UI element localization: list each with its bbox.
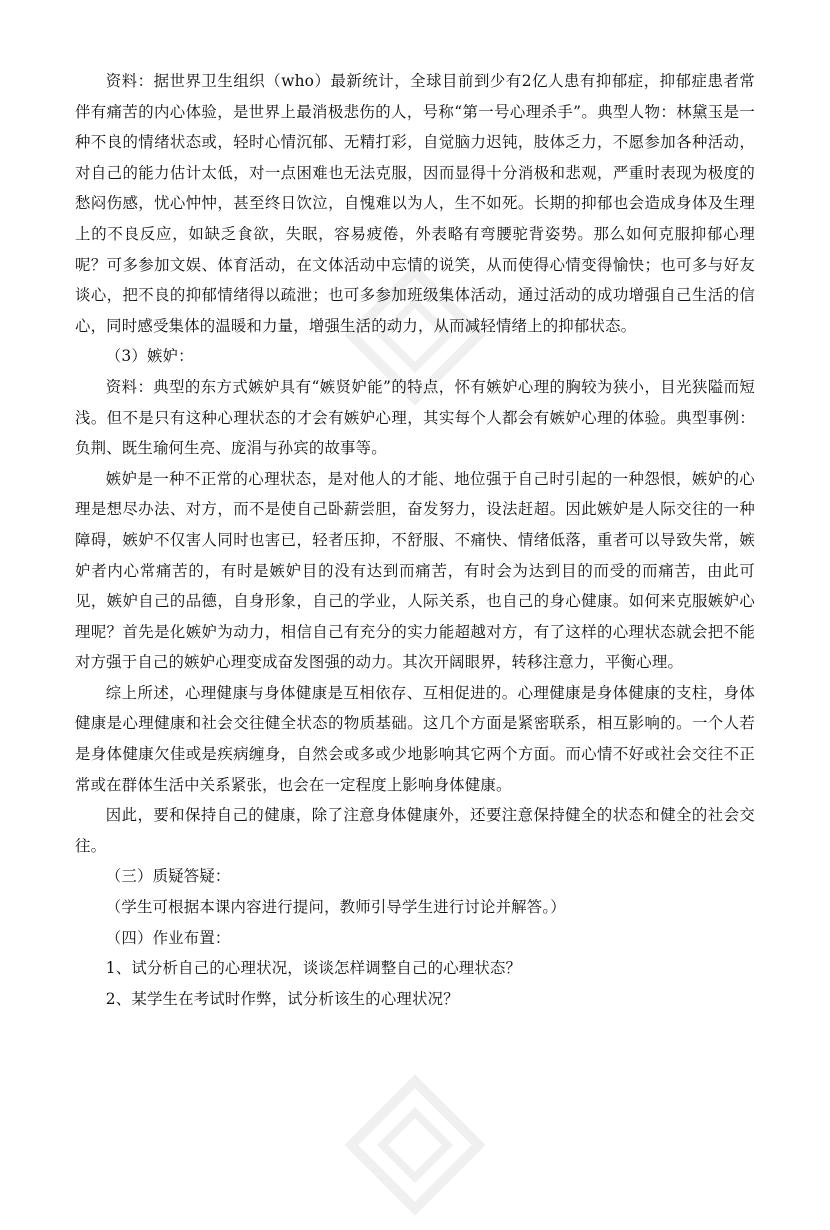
heading-homework: （四）作业布置：: [105, 928, 231, 947]
paragraph-conclusion: 因此，要和保持自己的健康，除了注意身体健康外，还要注意保持健全的状态和健全的社会交往。: [75, 806, 755, 855]
heading-questions: （三）质疑答疑：: [105, 867, 231, 886]
heading-jealousy: （3）嫉妒：: [105, 347, 194, 366]
paragraph-questions-note: （学生可根据本课内容进行提问，教师引导学生进行讨论并解答。）: [105, 898, 566, 917]
document-body: [75, 66, 755, 1014]
paragraph-summary: 综上所述，心理健康与身体健康是互相依存、互相促进的。心理健康是身体健康的支柱，身体健康是心理健康和社会交往健全状态的物质基础。这几个方面是紧密联系，相互影响的。一个人若是身体健康欠佳或是疾病缠身，自然会或多或少地影响其它两个方面。而心情不好或社会交往不正常或在群体生活中关系紧张，也会在一定程度上影响身体健康。: [75, 683, 755, 794]
paragraph-depression-material: 资料：据世界卫生组织（who）最新统计，全球目前到少有2亿人患有抑郁症，抑郁症患者常伴有痛苦的内心体验，是世界上最消极悲伤的人，号称“第一号心理杀手”。典型人物：林黛玉是一种不良的情绪状态或，轻时心情沉郁、无精打彩，自觉脑力迟钝，肢体乏力，不愿参加各种活动，对自己的能力估计太低，对一点困难也无法克服，因而显得十分消极和悲观，严重时表现为极度的愁闷伤感，忧心忡忡，甚至终日饮泣，自愧难以为人，生不如死。长期的抑郁也会造成身体及生理上的不良反应，如缺乏食欲，失眠，容易疲倦，外表略有弯腰驼背姿势。那么如何克服抑郁心理呢？可多参加文娱、体育活动，在文体活动中忘情的说笑，从而使得心情变得愉快；也可多与好友谈心，把不良的抑郁情绪得以疏泄；也可多参加班级集体活动，通过活动的成功增强自己生活的信心，同时感受集体的温暖和力量，增强生活的动力，从而减轻情绪上的抑郁状态。: [75, 72, 755, 335]
paragraph-jealousy-explanation: 嫉妒是一种不正常的心理状态，是对他人的才能、地位强于自己时引起的一种怨恨，嫉妒的心理是想尽办法、对方，而不是使自己卧薪尝胆，奋发努力，设法赶超。因此嫉妒是人际交往的一种障碍，嫉妒不仅害人同时也害已，轻者压抑，不舒服、不痛快、情绪低落，重者可以导致失常，嫉妒者内心常痛苦的，有时是嫉妒目的没有达到而痛苦，有时会为达到目的而受的而痛苦，由此可见，嫉妒自己的品德，自身形象，自己的学业，人际关系，也自己的身心健康。如何来克服嫉妒心理呢？首先是化嫉妒为动力，相信自己有充分的实力能超越对方，有了这样的心理状态就会把不能对方强于自己的嫉妒心理变成奋发图强的动力。其次开阔眼界，转移注意力，平衡心理。: [75, 469, 755, 672]
homework-item-2: 2、某学生在考试时作弊，试分析该生的心理状况？: [105, 989, 459, 1008]
watermark-logo: [330, 1060, 500, 1230]
homework-item-1: 1、试分析自己的心理状况，谈谈怎样调整自己的心理状态？: [105, 959, 522, 978]
paragraph-jealousy-material: 资料：典型的东方式嫉妒具有“嫉贤妒能”的特点，怀有嫉妒心理的胸较为狭小，目光狭隘而短浅。但不是只有这种心理状态的才会有嫉妒心理，其实每个人都会有嫉妒心理的体验。典型事例：负荆、既生瑜何生亮、庞涓与孙宾的故事等。: [75, 377, 755, 458]
